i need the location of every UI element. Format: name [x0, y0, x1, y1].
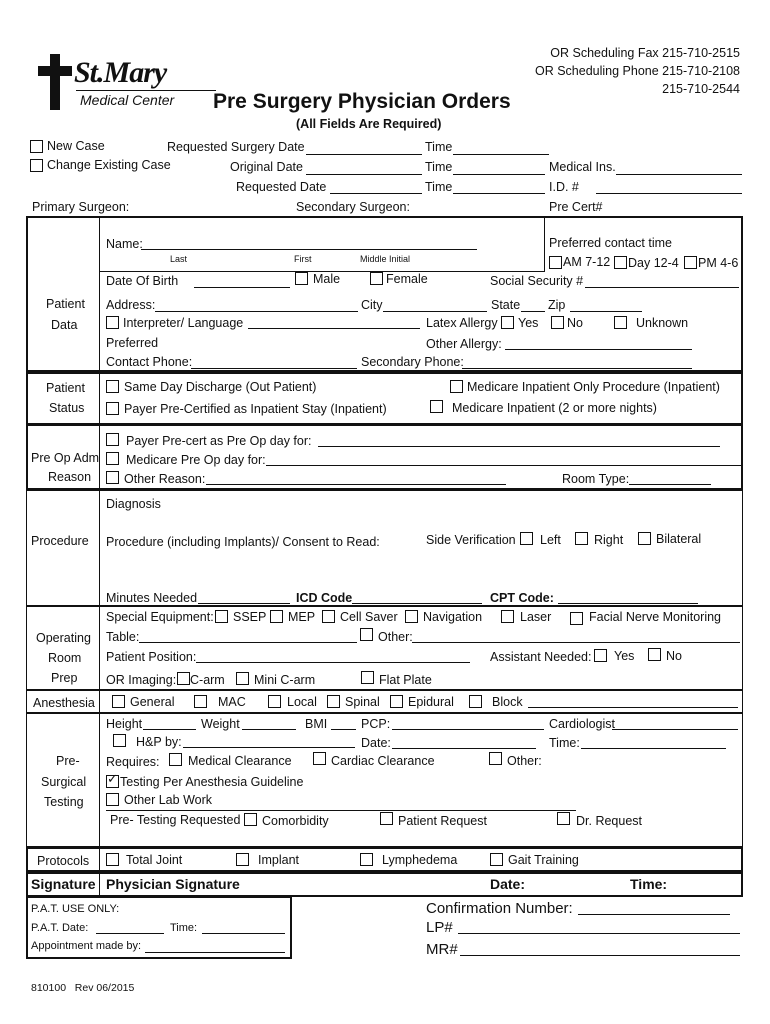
cardiac-clearance-label: Cardiac Clearance	[331, 754, 435, 768]
cell-saver-checkbox[interactable]	[322, 610, 335, 623]
phone-number-2: 215-710-2544	[662, 82, 740, 96]
new-case-label: New Case	[47, 139, 105, 153]
cell-saver-label: Cell Saver	[340, 610, 398, 624]
mac-label: MAC	[218, 695, 246, 709]
interpreter-label: Interpreter/ Language	[123, 316, 244, 330]
lymphedema-label: Lymphedema	[382, 853, 458, 867]
mep-label: MEP	[288, 610, 316, 624]
comorbidity-label: Comorbidity	[262, 814, 329, 828]
pcp-label: PCP:	[361, 717, 391, 731]
city-label: City	[361, 298, 383, 312]
time-field-3[interactable]	[453, 193, 545, 194]
time-field-2[interactable]	[453, 174, 545, 175]
general-checkbox[interactable]	[112, 695, 125, 708]
patient-position-label: Patient Position:	[106, 650, 197, 664]
preop-title-2: Reason	[48, 470, 92, 484]
original-date-field[interactable]	[306, 174, 422, 175]
pre-cert-label: Pre Cert#	[549, 200, 603, 214]
physician-signature-label: Physician Signature	[106, 876, 240, 892]
testing-requested-label: Pre- Testing Requested	[110, 813, 241, 827]
am-checkbox[interactable]	[549, 256, 562, 269]
logo-subtitle: Medical Center	[80, 92, 175, 108]
ssn-label: Social Security #	[490, 274, 584, 288]
local-label: Local	[287, 695, 317, 709]
appointment-label: Appointment made by:	[31, 940, 142, 952]
logo	[36, 52, 216, 112]
assistant-no-checkbox[interactable]	[648, 648, 661, 661]
requested-surgery-date-field[interactable]	[306, 154, 422, 155]
other-allergy-label: Other Allergy:	[426, 337, 502, 351]
payer-certified-label: Payer Pre-Certified as Inpatient Stay (Inpatient)	[124, 402, 387, 416]
side-bilateral-checkbox[interactable]	[638, 532, 651, 545]
payer-preop-label: Payer Pre-cert as Pre Op day for:	[126, 434, 312, 448]
secondary-phone-field[interactable]	[462, 368, 692, 369]
table-field[interactable]	[139, 642, 357, 643]
comorbidity-checkbox[interactable]	[244, 813, 257, 826]
bmi-label: BMI	[305, 717, 328, 731]
same-day-checkbox[interactable]	[106, 380, 119, 393]
or-prep-title-2: Room	[48, 651, 82, 665]
epidural-checkbox[interactable]	[390, 695, 403, 708]
id-label: I.D. #	[549, 180, 579, 194]
implant-label: Implant	[258, 853, 299, 867]
new-case-checkbox[interactable]	[30, 140, 43, 153]
signature-date-label: Date:	[490, 876, 526, 892]
lp-label: LP#	[426, 919, 453, 936]
name-field[interactable]	[141, 249, 477, 250]
assistant-yes-checkbox[interactable]	[594, 649, 607, 662]
dr-request-label: Dr. Request	[576, 814, 643, 828]
presurgical-title-2: Surgical	[41, 775, 87, 789]
confirmation-number-field[interactable]	[578, 914, 730, 915]
name-last-hint: Last	[170, 254, 188, 264]
other-lab-label: Other Lab Work	[124, 793, 213, 807]
or-other-field[interactable]	[412, 642, 740, 643]
dob-label: Date Of Birth	[106, 274, 179, 288]
page-title: Pre Surgery Physician Orders	[213, 90, 511, 113]
day-label: Day 12-4	[628, 256, 679, 270]
flat-plate-label: Flat Plate	[379, 673, 432, 687]
block-label: Block	[492, 695, 523, 709]
diagnosis-label: Diagnosis	[106, 497, 161, 511]
name-first-hint: First	[294, 254, 312, 264]
name-middle-hint: Middle Initial	[360, 254, 411, 264]
facial-nerve-label: Facial Nerve Monitoring	[589, 610, 721, 624]
time-label-1: Time	[425, 140, 453, 154]
or-other-checkbox[interactable]	[360, 628, 373, 641]
assistant-no-label: No	[666, 649, 682, 663]
gait-training-checkbox[interactable]	[490, 853, 503, 866]
male-checkbox[interactable]	[295, 272, 308, 285]
table-label: Table:	[106, 630, 140, 644]
carm-label: C-arm	[190, 673, 225, 687]
female-label: Female	[386, 272, 428, 286]
patient-position-field[interactable]	[196, 662, 470, 663]
confirmation-number-label: Confirmation Number:	[426, 900, 573, 917]
preop-title-1: Pre Op Adm	[31, 451, 100, 465]
mini-carm-checkbox[interactable]	[236, 672, 249, 685]
protocols-title: Protocols	[37, 854, 90, 868]
cpt-code-field[interactable]	[558, 603, 698, 604]
mep-checkbox[interactable]	[270, 610, 283, 623]
medicare-preop-checkbox[interactable]	[106, 452, 119, 465]
zip-field[interactable]	[570, 311, 642, 312]
block-field[interactable]	[528, 707, 738, 708]
am-label: AM 7-12	[563, 255, 611, 269]
mr-field[interactable]	[460, 955, 740, 956]
minutes-needed-field[interactable]	[198, 603, 290, 604]
room-type-field[interactable]	[629, 484, 711, 485]
patient-status-title-1: Patient	[46, 381, 85, 395]
pcp-field[interactable]	[392, 729, 544, 730]
procedure-title: Procedure	[31, 534, 89, 548]
mr-label: MR#	[426, 941, 458, 958]
patient-data-title-2: Data	[51, 318, 78, 332]
medical-ins-field[interactable]	[616, 174, 742, 175]
patient-status-title-2: Status	[49, 401, 85, 415]
pat-date-label: P.A.T. Date:	[31, 922, 89, 934]
presurgical-title-3: Testing	[44, 795, 84, 809]
room-type-label: Room Type:	[562, 472, 630, 486]
laser-checkbox[interactable]	[501, 610, 514, 623]
or-imaging-label: OR Imaging:	[106, 673, 177, 687]
preferred-contact-time-label: Preferred contact time	[549, 236, 672, 250]
form-revision: 810100 Rev 06/2015	[31, 982, 135, 994]
medical-clearance-label: Medical Clearance	[188, 754, 292, 768]
height-field[interactable]	[143, 729, 196, 730]
pat-time-field[interactable]	[202, 933, 285, 934]
spinal-checkbox[interactable]	[327, 695, 340, 708]
pm-label: PM 4-6	[698, 256, 739, 270]
same-day-label: Same Day Discharge (Out Patient)	[124, 380, 317, 394]
mini-carm-label: Mini C-arm	[254, 673, 316, 687]
id-field[interactable]	[596, 193, 742, 194]
ssep-checkbox[interactable]	[215, 610, 228, 623]
testing-guideline-label: Testing Per Anesthesia Guideline	[120, 775, 304, 789]
epidural-label: Epidural	[408, 695, 454, 709]
pat-date-field[interactable]	[96, 933, 164, 934]
other-reason-label: Other Reason:	[124, 472, 206, 486]
procedure-label: Procedure (including Implants)/ Consent to Read:	[106, 535, 380, 549]
preferred-label: Preferred	[106, 336, 159, 350]
latex-yes-checkbox[interactable]	[501, 316, 514, 329]
contact-phone-field[interactable]	[191, 368, 357, 369]
ssep-label: SSEP	[233, 610, 267, 624]
female-checkbox[interactable]	[370, 272, 383, 285]
requested-surgery-date-label: Requested Surgery Date	[167, 140, 305, 154]
total-joint-checkbox[interactable]	[106, 853, 119, 866]
pm-checkbox[interactable]	[684, 256, 697, 269]
medical-ins-label: Medical Ins.	[549, 160, 616, 174]
hp-field[interactable]	[183, 747, 355, 748]
latex-label: Latex Allergy	[426, 316, 498, 330]
pat-time-label: Time:	[170, 922, 198, 934]
cardiac-clearance-checkbox[interactable]	[313, 752, 326, 765]
navigation-label: Navigation	[423, 610, 483, 624]
dr-request-checkbox[interactable]	[557, 812, 570, 825]
anesthesia-title: Anesthesia	[33, 696, 95, 710]
laser-label: Laser	[520, 610, 552, 624]
signature-time-label: Time:	[630, 876, 668, 892]
facial-nerve-checkbox[interactable]	[570, 612, 583, 625]
time-label-3: Time	[425, 180, 453, 194]
contact-phone-label: Contact Phone:	[106, 355, 193, 369]
interpreter-checkbox[interactable]	[106, 316, 119, 329]
address-field[interactable]	[155, 311, 358, 312]
cpt-code-label: CPT Code:	[490, 591, 554, 605]
other-lab-field[interactable]	[106, 810, 576, 811]
latex-yes-label: Yes	[518, 316, 539, 330]
special-equipment-label: Special Equipment:	[106, 610, 214, 624]
address-label: Address:	[106, 298, 156, 312]
hp-time-label: Time:	[549, 736, 580, 750]
medical-clearance-checkbox[interactable]	[169, 753, 182, 766]
pat-use-only-label: P.A.T. USE ONLY:	[31, 903, 120, 915]
other-allergy-field[interactable]	[505, 349, 692, 350]
payer-preop-checkbox[interactable]	[106, 433, 119, 446]
carm-checkbox[interactable]	[177, 672, 190, 685]
assistant-needed-label: Assistant Needed:	[490, 650, 592, 664]
cardiologist-field[interactable]	[612, 729, 738, 730]
other-reason-field[interactable]	[206, 484, 506, 485]
side-left-label: Left	[540, 533, 561, 547]
requires-label: Requires:	[106, 755, 160, 769]
hp-date-field[interactable]	[392, 748, 536, 749]
medicare-only-checkbox[interactable]	[450, 380, 463, 393]
latex-no-checkbox[interactable]	[551, 316, 564, 329]
icd-code-label: ICD Code	[296, 591, 353, 605]
original-date-label: Original Date	[230, 160, 303, 174]
assistant-yes-label: Yes	[614, 649, 635, 663]
or-prep-title-1: Operating	[36, 631, 91, 645]
state-field[interactable]	[521, 311, 545, 312]
male-label: Male	[313, 272, 341, 286]
mac-checkbox[interactable]	[194, 695, 207, 708]
day-checkbox[interactable]	[614, 256, 627, 269]
hp-checkbox[interactable]	[113, 734, 126, 747]
time-field-1[interactable]	[453, 154, 549, 155]
interpreter-field[interactable]	[248, 328, 420, 329]
secondary-surgeon-label: Secondary Surgeon:	[296, 200, 410, 214]
other-lab-checkbox[interactable]	[106, 793, 119, 806]
lymphedema-checkbox[interactable]	[360, 853, 373, 866]
bmi-field[interactable]	[331, 729, 356, 730]
latex-unknown-checkbox[interactable]	[614, 316, 627, 329]
latex-no-label: No	[567, 316, 583, 330]
payer-preop-field[interactable]	[318, 446, 720, 447]
medicare-preop-label: Medicare Pre Op day for:	[126, 453, 266, 467]
side-right-checkbox[interactable]	[575, 532, 588, 545]
patient-data-title-1: Patient	[46, 297, 85, 311]
height-label: Height	[106, 717, 143, 731]
medicare-2-label: Medicare Inpatient (2 or more nights)	[452, 401, 657, 415]
weight-field[interactable]	[242, 729, 296, 730]
ps-other-label: Other:	[507, 754, 542, 768]
phone-number: OR Scheduling Phone 215-710-2108	[534, 64, 740, 78]
hp-date-label: Date:	[361, 736, 391, 750]
navigation-checkbox[interactable]	[405, 610, 418, 623]
side-left-checkbox[interactable]	[520, 532, 533, 545]
requested-date-field[interactable]	[330, 193, 422, 194]
hp-time-field[interactable]	[581, 748, 726, 749]
side-verification-label: Side Verification	[426, 533, 516, 547]
logo-name: St.Mary	[74, 56, 167, 89]
flat-plate-checkbox[interactable]	[361, 671, 374, 684]
patient-request-label: Patient Request	[398, 814, 487, 828]
side-right-label: Right	[594, 533, 624, 547]
appointment-field[interactable]	[145, 952, 285, 953]
hp-label: H&P by:	[136, 735, 182, 749]
requested-date-label: Requested Date	[236, 180, 327, 194]
testing-guideline-checkbox[interactable]	[106, 775, 119, 788]
block-checkbox[interactable]	[469, 695, 482, 708]
minutes-needed-label: Minutes Needed	[106, 591, 198, 605]
other-reason-checkbox[interactable]	[106, 471, 119, 484]
change-case-checkbox[interactable]	[30, 159, 43, 172]
gait-training-label: Gait Training	[508, 853, 579, 867]
local-checkbox[interactable]	[268, 695, 281, 708]
spinal-label: Spinal	[345, 695, 380, 709]
dob-field[interactable]	[194, 287, 290, 288]
city-field[interactable]	[383, 311, 487, 312]
cardiologist-label: Cardiologist	[549, 717, 616, 731]
signature-title: Signature	[31, 876, 96, 892]
medicare-preop-field[interactable]	[266, 465, 742, 466]
ssn-field[interactable]	[585, 287, 739, 288]
secondary-phone-label: Secondary Phone:	[361, 355, 464, 369]
general-label: General	[130, 695, 175, 709]
medicare-2-checkbox[interactable]	[430, 400, 443, 413]
weight-label: Weight	[201, 717, 240, 731]
icd-code-field[interactable]	[352, 603, 482, 604]
cross-icon	[36, 52, 76, 112]
side-bilateral-label: Bilateral	[656, 532, 702, 546]
medicare-only-label: Medicare Inpatient Only Procedure (Inpatient)	[467, 380, 720, 394]
payer-certified-checkbox[interactable]	[106, 402, 119, 415]
name-label: Name:	[106, 237, 143, 251]
change-case-label: Change Existing Case	[47, 158, 171, 172]
fax-number: OR Scheduling Fax 215-710-2515	[550, 46, 740, 60]
total-joint-label: Total Joint	[126, 853, 183, 867]
subtitle: (All Fields Are Required)	[296, 117, 442, 131]
zip-label: Zip	[548, 298, 566, 312]
patient-request-checkbox[interactable]	[380, 812, 393, 825]
presurgical-title-1: Pre-	[56, 754, 80, 768]
or-other-label: Other:	[378, 630, 413, 644]
or-prep-title-3: Prep	[51, 671, 78, 685]
time-label-2: Time	[425, 160, 453, 174]
implant-checkbox[interactable]	[236, 853, 249, 866]
lp-field[interactable]	[458, 933, 740, 934]
latex-unknown-label: Unknown	[636, 316, 689, 330]
ps-other-checkbox[interactable]	[489, 752, 502, 765]
state-label: State	[491, 298, 521, 312]
primary-surgeon-label: Primary Surgeon:	[32, 200, 130, 214]
